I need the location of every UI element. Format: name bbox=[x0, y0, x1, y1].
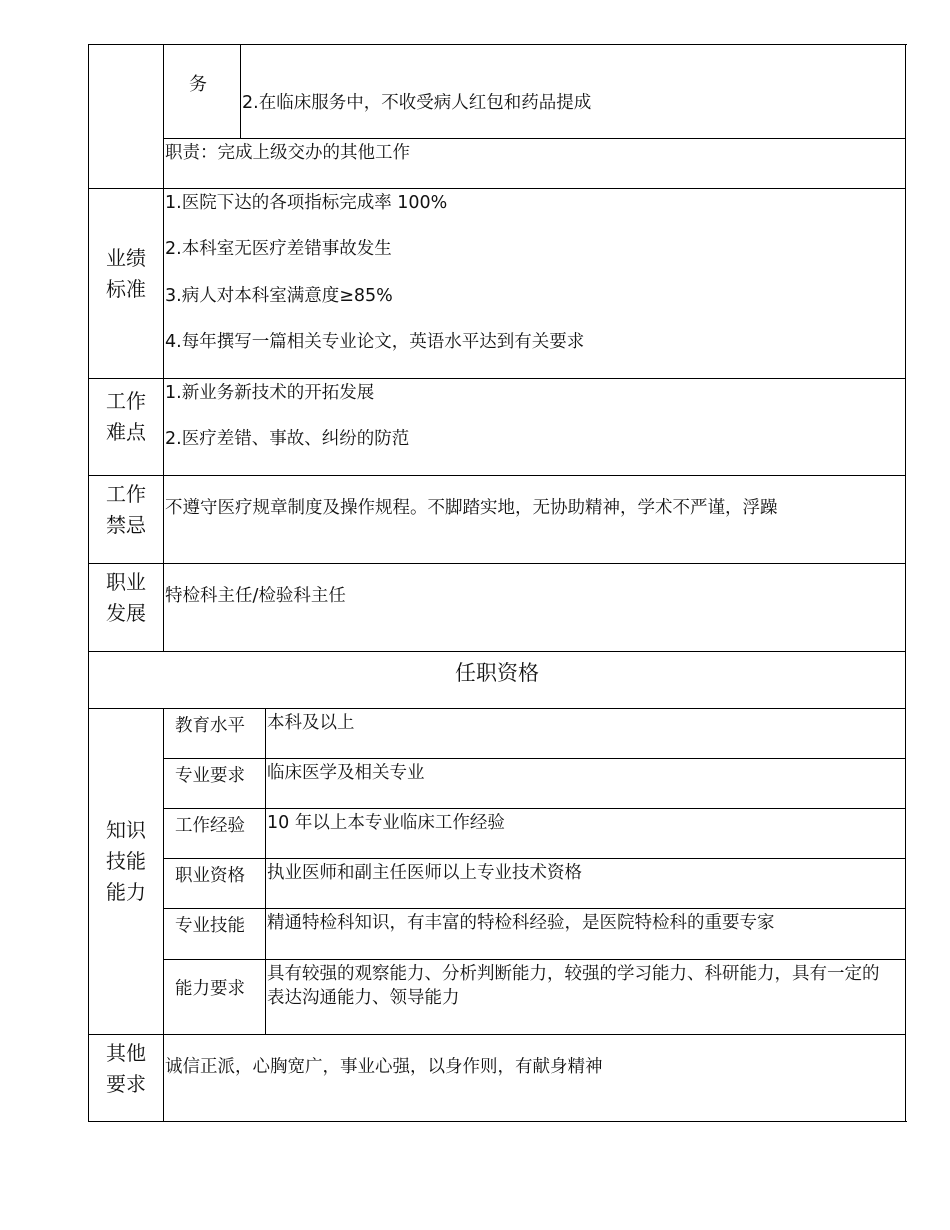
row-divider bbox=[88, 475, 906, 476]
duty-sublabel: 务 bbox=[189, 74, 207, 95]
taboos-text: 不遵守医疗规章制度及操作规程。不脚踏实地，无协助精神，学术不严谨，浮躁 bbox=[165, 498, 778, 518]
row-divider bbox=[163, 758, 906, 759]
label-line: 知识 bbox=[106, 818, 146, 842]
row-divider bbox=[163, 858, 906, 859]
row-divider bbox=[88, 708, 906, 709]
qualification-name: 职业资格 bbox=[175, 866, 245, 886]
other-label bbox=[88, 1038, 164, 1100]
label-line: 工作 bbox=[106, 389, 146, 413]
qualifications-title: 任职资格 bbox=[455, 661, 539, 685]
qualification-name: 工作经验 bbox=[175, 816, 245, 836]
row-divider bbox=[88, 188, 906, 189]
row-divider bbox=[163, 908, 906, 909]
table-border-bottom bbox=[88, 1121, 907, 1122]
label-line: 业绩 bbox=[106, 246, 146, 270]
row-divider bbox=[88, 651, 906, 652]
performance-item: 2.本科室无医疗差错事故发生 bbox=[165, 239, 392, 259]
performance-item: 1.医院下达的各项指标完成率 100% bbox=[165, 193, 448, 213]
other-text: 诚信正派，心胸宽广，事业心强，以身作则，有献身精神 bbox=[165, 1057, 603, 1077]
label-line: 禁忌 bbox=[106, 513, 146, 537]
qualification-value: 具有较强的观察能力、分析判断能力，较强的学习能力、科研能力，具有一定的表达沟通能力、领导能力 bbox=[267, 964, 880, 1008]
difficulty-item: 1.新业务新技术的开拓发展 bbox=[165, 383, 375, 403]
label-line: 能力 bbox=[106, 880, 146, 904]
label-line: 难点 bbox=[106, 420, 146, 444]
qualification-value: 临床医学及相关专业 bbox=[267, 763, 425, 783]
label-line: 要求 bbox=[106, 1072, 146, 1096]
label-line: 其他 bbox=[106, 1041, 146, 1065]
label-line: 职业 bbox=[106, 570, 146, 594]
other-duty: 职责：完成上级交办的其他工作 bbox=[165, 143, 410, 163]
performance-label bbox=[88, 243, 164, 305]
qualification-value: 执业医师和副主任医师以上专业技术资格 bbox=[267, 863, 582, 883]
label-line: 发展 bbox=[106, 601, 146, 625]
label-line: 工作 bbox=[106, 482, 146, 506]
difficulties-label bbox=[88, 386, 164, 448]
qualification-name: 专业要求 bbox=[175, 766, 245, 786]
label-line: 技能 bbox=[106, 849, 146, 873]
row-divider bbox=[163, 808, 906, 809]
qualification-value: 精通特检科知识，有丰富的特检科经验，是医院特检科的重要专家 bbox=[267, 913, 775, 933]
row-divider bbox=[163, 138, 906, 139]
qualifications-label bbox=[88, 815, 164, 908]
qualification-name: 专业技能 bbox=[175, 916, 245, 936]
row-divider bbox=[163, 959, 906, 960]
qualification-name: 教育水平 bbox=[175, 716, 245, 736]
row-divider bbox=[88, 1034, 906, 1035]
difficulty-item: 2.医疗差错、事故、纠纷的防范 bbox=[165, 429, 410, 449]
qualification-value: 本科及以上 bbox=[267, 713, 355, 733]
qualification-name: 能力要求 bbox=[175, 979, 245, 999]
row-divider bbox=[88, 378, 906, 379]
career-text: 特检科主任/检验科主任 bbox=[165, 586, 346, 606]
row-divider bbox=[88, 563, 906, 564]
performance-item: 4.每年撰写一篇相关专业论文，英语水平达到有关要求 bbox=[165, 332, 585, 352]
table-border-top bbox=[88, 44, 907, 45]
duty-item-2: 2.在临床服务中，不收受病人红包和药品提成 bbox=[242, 93, 592, 113]
qualification-value: 10 年以上本专业临床工作经验 bbox=[267, 813, 505, 833]
taboos-label bbox=[88, 479, 164, 541]
performance-item: 3.病人对本科室满意度≥85% bbox=[165, 286, 393, 306]
label-line: 标准 bbox=[106, 277, 146, 301]
career-label bbox=[88, 567, 164, 629]
